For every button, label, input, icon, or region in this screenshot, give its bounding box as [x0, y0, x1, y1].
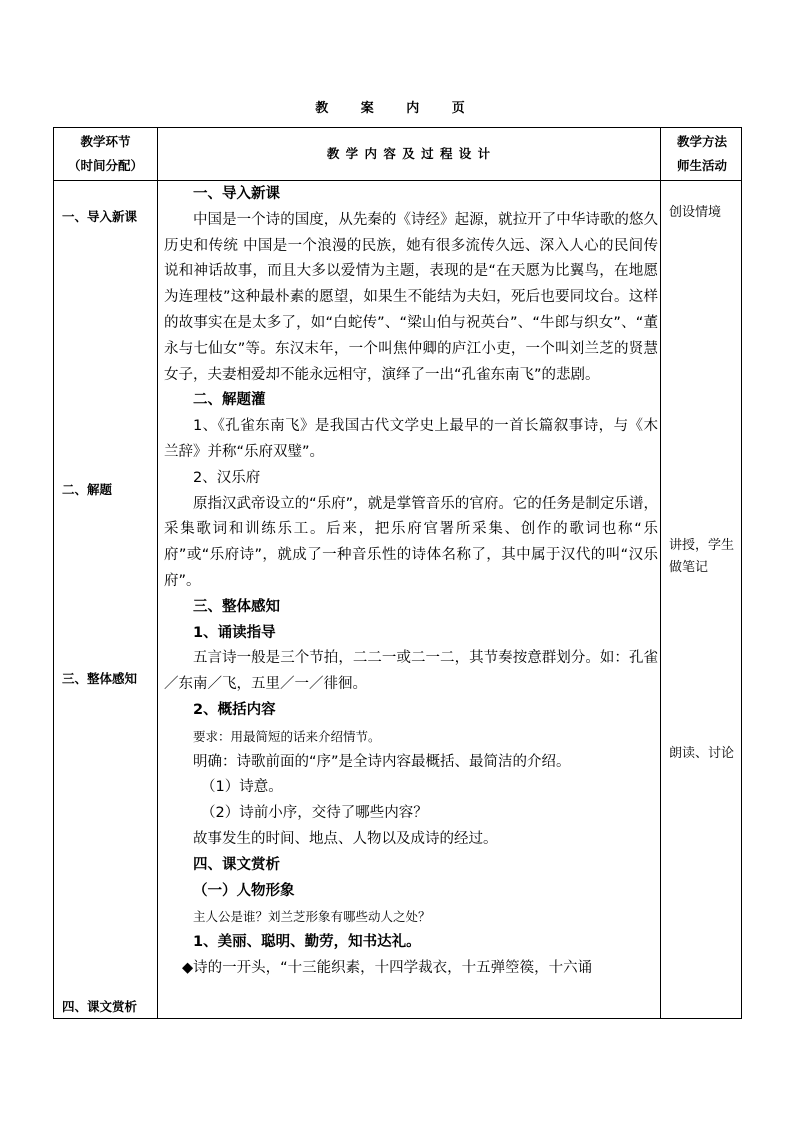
- subsection-heading: 1、诵读指导: [193, 624, 276, 641]
- paragraph: 原指汉武帝设立的“乐府”，就是掌管音乐的官府。它的任务是制定乐谱，采集歌词和训练乐工。后来，把乐府官署所采集、创作的歌词也称“乐府”或“乐府诗”，就成了一种音乐性的诗体名称了，其中属于汉代的叫“汉乐府”。: [164, 495, 658, 589]
- column-divider: [660, 128, 661, 1018]
- header-method-line2: 师生活动: [676, 158, 727, 173]
- header-stage-line1: 教学环节: [80, 134, 131, 149]
- stage-title-explain: 二、解题: [62, 482, 113, 497]
- note-text: 主人公是谁？刘兰芝形象有哪些动人之处？: [193, 909, 431, 925]
- list-item: （1）诗意。: [201, 779, 283, 796]
- header-content: 教 学 内 容 及 过 程 设 计: [326, 146, 492, 161]
- section-heading: 三、整体感知: [193, 598, 280, 615]
- paragraph: 2、汉乐府: [193, 469, 261, 486]
- header-method: [661, 130, 743, 178]
- lesson-plan-table: [53, 127, 742, 1019]
- subsection-heading: （一）人物形象: [193, 882, 295, 899]
- header-stage: [54, 130, 157, 178]
- section-heading: 一、导入新课: [193, 186, 280, 202]
- subsection-heading: 2、概括内容: [193, 701, 276, 718]
- list-item: （2）诗前小序，交待了哪些内容？: [201, 805, 428, 822]
- paragraph: 明确：诗歌前面的“序”是全诗内容最概括、最简洁的介绍。: [193, 753, 571, 770]
- paragraph: ◆诗的一开头，“十三能织素，十四学裁衣，十五弹箜篌，十六诵: [182, 959, 593, 976]
- header-divider: [54, 180, 741, 181]
- note-text: 要求：用最简短的话来介绍情节。: [193, 728, 381, 744]
- paragraph: 1、《孔雀东南飞》是我国古代文学史上最早的一首长篇叙事诗，与《木兰辞》并称“乐府双璧”。: [164, 418, 658, 460]
- paragraph: 故事发生的时间、地点、人物以及成诗的经过。: [193, 830, 498, 847]
- teaching-content: [164, 182, 658, 982]
- stage-intro: 一、导入新课: [62, 209, 138, 224]
- paragraph: 中国是一个诗的国度，从先秦的《诗经》起源，就拉开了中华诗歌的悠久历史和传统 中国是一个浪漫的民族，她有很多流传久远、深入人心的民间传说和神话故事，而且大多以爱情为主题，表现的是“在天愿为比翼鸟，在地愿为连理枝”这种最朴素的愿望，如果生不能结为夫妇，死后也要同坟台。这样的故事实在是太多了，如“白蛇传”、“梁山伯与祝英台”、“牛郎与织女”、“董永与七仙女”等。东汉末年，一个叫焦仲卿的庐江小吏，一个叫刘兰芝的贤慧女子，夫妻相爱却不能永远相守，演绎了一出“孔雀东南飞”的悲剧。: [164, 211, 658, 383]
- stage-appreciation: 四、课文赏析: [62, 999, 138, 1014]
- header-stage-line2: （时间分配）: [67, 158, 143, 173]
- section-heading: 二、解题灌: [193, 392, 266, 409]
- subsection-heading: 1、美丽、聪明、勤劳，知书达礼。: [193, 934, 421, 951]
- method-scenario: 创设情境: [669, 205, 722, 220]
- header-method-line1: 教学方法: [676, 134, 727, 149]
- page-title: 教 案 内 页: [315, 101, 479, 116]
- method-reading: 朗读、讨论: [669, 746, 735, 761]
- section-heading: 四、课文赏析: [193, 856, 280, 873]
- method-lecture: 讲授，学生做笔记: [669, 538, 735, 575]
- paragraph: 五言诗一般是三个节拍，二二一或二一二，其节奏按意群划分。如：孔雀／东南／飞，五里／一／徘徊。: [164, 650, 658, 693]
- stage-overall: 三、整体感知: [62, 671, 138, 686]
- column-divider: [157, 128, 158, 1018]
